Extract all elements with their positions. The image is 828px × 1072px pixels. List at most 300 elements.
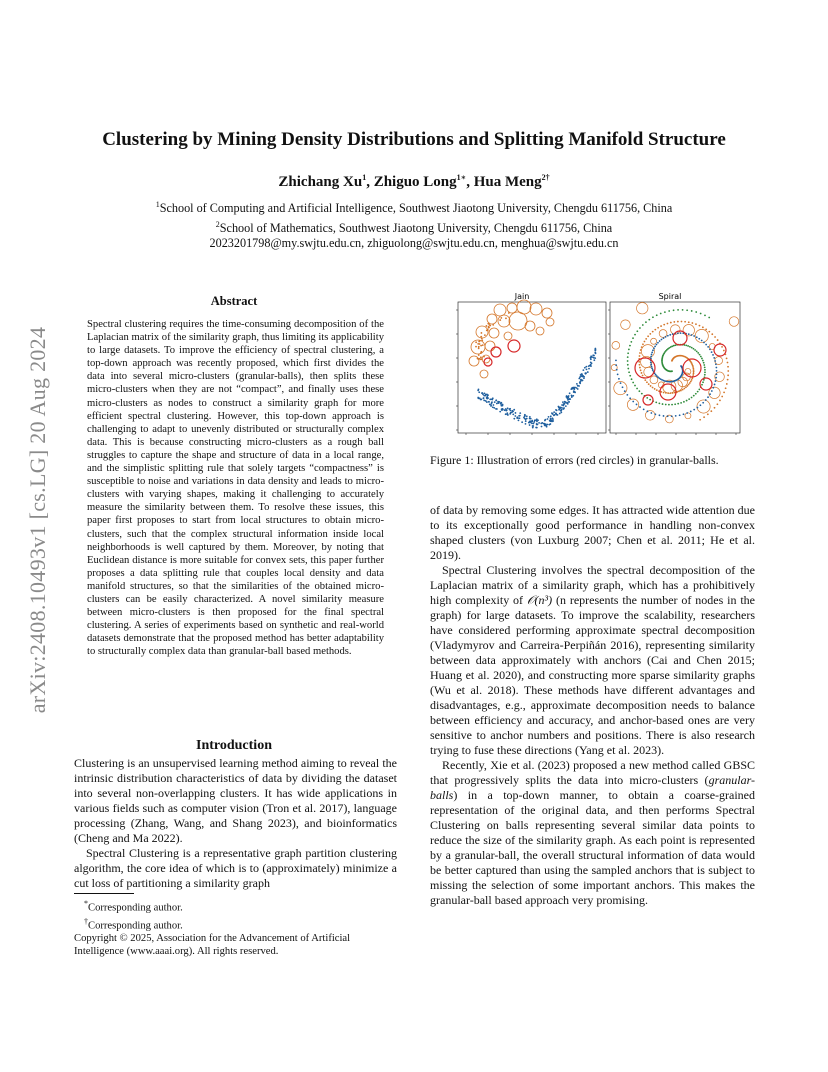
data-point [708, 317, 710, 319]
data-point [689, 346, 691, 348]
data-point [715, 363, 717, 365]
data-point [671, 345, 673, 347]
author-list [0, 172, 828, 191]
data-point [584, 367, 586, 369]
data-point [620, 382, 622, 384]
data-point [663, 392, 665, 394]
data-point [705, 344, 707, 346]
data-point [488, 401, 490, 403]
data-point [647, 335, 649, 337]
data-point [681, 321, 683, 323]
data-point [648, 383, 650, 385]
data-point [714, 407, 716, 409]
data-point [486, 397, 488, 399]
data-point [595, 352, 597, 354]
data-point [626, 394, 628, 396]
data-point [493, 404, 495, 406]
data-point [588, 365, 590, 367]
paragraph-text: Recently, Xie et al. (2023) proposed a new method called GBSC that progressively splits the data into micro-clusters ( [430, 758, 755, 787]
data-point [478, 391, 480, 393]
abstract-body: Spectral clustering requires the time-consuming decomposition of the Laplacian matrix of the similarity graph, thus limiting its applicability to large datasets. To improve the efficiency of spectral clustering, a top-down approach was recently proposed, which first divides the data into several micro-clusters (granular-balls), then splits these micro-clusters when they are not “compact”, and finally uses these micro-clusters as nodes to construct a similarity graph for more efficient spectral clustering. However, this top-down approach is challenging to adapt to unevenly distributed or structurally complex data. This is because constructing micro-clusters as a rough ball struggles to capture the shape and structure of data in a local range, and the simplistic splitting rule that solely targets “compactness” is susceptible to noise and variations in data density and leads to micro-clusters with varying shapes, making it challenging to accurately measure the similarity between them. To resolve these issues, this paper first proposes to start from local structures to obtain micro-clusters, such that the complex structural information inside local neighborhoods is well captured by them. Moreover, by noting that Euclidean distance is more suitable for convex sets, this paper further proposes a data splitting rule that couples local density and data manifold structures, so that the similarities of the obtained micro-clusters can be easily characterized. A novel similarity measure between micro-clusters is then proposed for the final spectral clustering. A series of experiments based on synthetic and real-world datasets demonstrate that the proposed method has better adaptability to structurally complex data than granular-ball based methods. [87, 319, 384, 658]
data-point [661, 339, 663, 341]
data-point [674, 344, 676, 346]
data-point [485, 400, 487, 402]
data-point [690, 381, 692, 383]
emphasis-term: granular-balls [430, 773, 755, 802]
affiliation-line [0, 197, 828, 217]
data-point [650, 412, 652, 414]
data-point [551, 417, 553, 419]
data-point [652, 387, 654, 389]
footnotes [74, 897, 397, 958]
data-point [680, 390, 682, 392]
data-point [630, 341, 632, 343]
data-point [535, 427, 537, 429]
data-point [696, 407, 698, 409]
data-point [703, 362, 705, 364]
data-point [528, 422, 530, 424]
data-point [615, 359, 617, 361]
data-point [594, 350, 596, 352]
data-point [696, 336, 698, 338]
data-point [582, 375, 584, 377]
data-point [696, 350, 698, 352]
data-point [480, 352, 482, 354]
data-point [576, 383, 578, 385]
data-point [659, 414, 661, 416]
author-name: Zhichang Xu [278, 174, 363, 190]
data-point [673, 309, 675, 311]
data-point [716, 370, 718, 372]
data-point [524, 415, 526, 417]
data-point [577, 385, 579, 387]
data-point [533, 423, 535, 425]
data-point [515, 412, 517, 414]
data-point [500, 402, 502, 404]
data-point [697, 391, 699, 393]
email-line: 2023201798@my.swjtu.edu.cn, zhiguolong@swjtu.edu.cn, menghua@swjtu.edu.cn [209, 236, 619, 251]
arxiv-identifier-text: arXiv:2408.10493v1 [cs.LG] 20 Aug 2024 [25, 326, 50, 714]
footnote-rule [74, 893, 134, 894]
data-point [727, 379, 729, 381]
data-point [699, 325, 701, 327]
data-point [648, 319, 650, 321]
data-point [664, 311, 666, 313]
data-point [559, 407, 561, 409]
data-point [485, 394, 487, 396]
data-point [642, 375, 644, 377]
data-point [665, 404, 667, 406]
abstract-heading: Abstract [210, 294, 258, 308]
data-point [686, 412, 688, 414]
arxiv-identifier [18, 280, 58, 760]
data-point [670, 392, 672, 394]
data-point [650, 356, 652, 358]
data-point [656, 314, 658, 316]
data-point [481, 339, 483, 341]
data-point [688, 321, 690, 323]
data-point [655, 374, 657, 376]
data-point [688, 398, 690, 400]
data-point [638, 390, 640, 392]
data-point [529, 424, 531, 426]
data-point [692, 366, 694, 368]
data-point [583, 377, 585, 379]
data-point [652, 369, 654, 371]
data-point [500, 317, 502, 319]
data-point [727, 366, 729, 368]
data-point [686, 385, 688, 387]
affil-mark: 1 [155, 200, 160, 209]
data-point [707, 396, 709, 398]
data-point [677, 332, 679, 334]
paragraph: Spectral Clustering is a representative graph partition clustering algorithm, the core idea of which is to (approximately) minimize a cut loss of partitioning a similarity graph [74, 846, 397, 890]
data-point [699, 354, 701, 356]
data-point [479, 343, 481, 345]
data-point [671, 415, 673, 417]
data-point [482, 344, 484, 346]
data-point [627, 368, 629, 370]
data-point [569, 392, 571, 394]
data-point [555, 409, 557, 411]
data-point [652, 349, 654, 351]
data-point [668, 404, 670, 406]
data-point [700, 356, 702, 358]
data-point [667, 415, 669, 417]
data-point [507, 414, 509, 416]
data-point [564, 403, 566, 405]
data-point [490, 405, 492, 407]
data-point [629, 345, 631, 347]
data-point [537, 424, 539, 426]
data-point [559, 413, 561, 415]
data-point [593, 359, 595, 361]
data-point [499, 319, 501, 321]
panel-title-spiral: Spiral [658, 292, 682, 301]
data-point [628, 349, 630, 351]
data-point [505, 410, 507, 412]
data-point [692, 368, 694, 370]
data-point [651, 367, 653, 369]
data-point [511, 411, 513, 413]
paragraph-text: (n represents the number of nodes in the graph) for large datasets. To improve the scalability, researchers have considered performing approximate spectral decomposition (Vladymyrov and Carreira-Perpiñán 2016), representing similarity between data approximately with anchors (Cai and Chen 2015; Huang et al. 2020), and constructing more sparse similarity graphs (Wu et al. 2018). These methods have different advantages and disadvantages, e.g., approximate decomposition needs to balance between efficiency and accuracy, and anchor-based ones are very sensitive to anchor numbers and positions. There is also research trying to fuse these directions (Yang et al. 2023). [430, 593, 755, 757]
data-point [636, 404, 638, 406]
data-point [688, 384, 690, 386]
data-point [691, 379, 693, 381]
affil-mark: 2 [215, 219, 220, 229]
data-point [477, 390, 479, 392]
data-point [483, 356, 485, 358]
data-point [693, 395, 695, 397]
data-point [541, 422, 543, 424]
data-point [687, 345, 689, 347]
author-name: Hua Meng [473, 174, 542, 190]
data-point [691, 310, 693, 312]
data-point [593, 355, 595, 357]
panel-title-jain: Jain [514, 292, 530, 301]
footnote-text: Corresponding author. [88, 902, 183, 914]
data-point [716, 373, 718, 375]
author-affil-mark: 1 [362, 173, 367, 182]
data-point [693, 372, 695, 374]
data-point [483, 397, 485, 399]
data-point [481, 358, 483, 360]
data-point [585, 373, 587, 375]
data-point [727, 362, 729, 364]
data-point [658, 402, 660, 404]
data-point [588, 368, 590, 370]
data-point [549, 423, 551, 425]
data-point [649, 333, 651, 335]
data-point [700, 313, 702, 315]
data-point [497, 402, 499, 404]
data-point [665, 392, 667, 394]
data-point [641, 393, 643, 395]
data-point [548, 416, 550, 418]
data-point [680, 332, 682, 334]
data-point [693, 409, 695, 411]
data-point [639, 406, 641, 408]
data-point [656, 344, 658, 346]
data-point [640, 369, 642, 371]
data-point [525, 420, 527, 422]
data-point [652, 316, 654, 318]
data-point [519, 415, 521, 417]
data-point [533, 421, 535, 423]
data-point [695, 393, 697, 395]
data-point [483, 400, 485, 402]
data-point [662, 403, 664, 405]
data-point [693, 369, 695, 371]
data-point [491, 402, 493, 404]
data-point [714, 336, 716, 338]
data-point [650, 362, 652, 364]
data-point [487, 328, 489, 330]
data-point [673, 345, 675, 347]
data-point [513, 418, 515, 420]
data-point [650, 385, 652, 387]
data-point [573, 391, 575, 393]
data-point [691, 347, 693, 349]
data-point [631, 378, 633, 380]
data-point [711, 351, 713, 353]
data-point [642, 343, 644, 345]
data-point [480, 336, 482, 338]
data-point [531, 420, 533, 422]
paragraph: Clustering is an unsupervised learning method aiming to reveal the intrinsic distribution characteristics of data by dividing the dataset into several non-overlapping clusters. It has wide applications in various fields such as computer vision (Tron et al. 2017), language processing (Zhang, Wang, and Shang 2023), and bioinformatics (Cheng and Ma 2022). [74, 756, 397, 845]
data-point [566, 402, 568, 404]
data-point [651, 351, 653, 353]
copyright-notice: Copyright © 2025, Association for the Advancement of Artificial Intelligence (www.aaai.org). All rights reserved. [74, 933, 351, 958]
data-point [654, 413, 656, 415]
math-complexity: 𝒪(n³) [526, 593, 553, 607]
data-point [683, 413, 685, 415]
data-point [500, 404, 502, 406]
data-point [634, 334, 636, 336]
data-point [582, 369, 584, 371]
data-point [695, 311, 697, 313]
data-point [590, 361, 592, 363]
data-point [657, 342, 659, 344]
data-point [680, 402, 682, 404]
data-point [656, 389, 658, 391]
data-point [679, 414, 681, 416]
data-point [480, 399, 482, 401]
data-point [629, 397, 631, 399]
data-point [703, 342, 705, 344]
author-affil-mark: 1∗ [456, 173, 467, 182]
data-point [677, 321, 679, 323]
data-point [639, 352, 641, 354]
data-point [668, 310, 670, 312]
data-point [499, 411, 501, 413]
data-point [529, 416, 531, 418]
data-point [673, 321, 675, 323]
affiliation-line [0, 217, 828, 237]
data-point [705, 399, 707, 401]
data-point [702, 360, 704, 362]
data-point [627, 364, 629, 366]
data-point [570, 388, 572, 390]
data-point [690, 411, 692, 413]
data-point [708, 331, 710, 333]
data-point [667, 335, 669, 337]
data-point [643, 408, 645, 410]
data-point [691, 377, 693, 379]
data-point [641, 346, 643, 348]
data-point [699, 419, 701, 421]
data-point [704, 366, 706, 368]
author-name: Zhiguo Long [373, 174, 457, 190]
paragraph-text: ) in a top-down manner, to obtain a coarse-grained representation of the original data, and then performs Spectral Clustering on balls representing several similar data points to reduce the size of the similarity graph. As each point is represented by a granular-ball, the overall structural information of data would be better captured than using the sampled anchors that is subject to missing the selection of some important anchors. This makes the granular-ball based approach very promising. [430, 788, 755, 907]
data-point [707, 346, 709, 348]
data-point [674, 403, 676, 405]
data-point [580, 374, 582, 376]
data-point [508, 312, 510, 314]
footnote-text: Corresponding author. [88, 920, 183, 932]
paragraph [430, 563, 755, 758]
data-point [480, 356, 482, 358]
data-point [692, 374, 694, 376]
footnote-mark: † [84, 916, 88, 926]
data-point [505, 317, 507, 319]
data-point [691, 322, 693, 324]
data-point [494, 401, 496, 403]
data-point [688, 333, 690, 335]
data-point [704, 371, 706, 373]
data-point [691, 397, 693, 399]
data-point [717, 339, 719, 341]
data-point [622, 386, 624, 388]
data-point [526, 415, 528, 417]
data-point [479, 340, 481, 342]
data-point [702, 381, 704, 383]
data-point [667, 392, 669, 394]
data-point [645, 338, 647, 340]
data-point [698, 389, 700, 391]
data-point [654, 345, 656, 347]
data-point [576, 387, 578, 389]
data-point [699, 404, 701, 406]
data-point [564, 401, 566, 403]
data-point [627, 360, 629, 362]
data-point [586, 368, 588, 370]
data-point [684, 321, 686, 323]
data-point [632, 401, 634, 403]
data-point [547, 418, 549, 420]
data-point [691, 334, 693, 336]
footnote [74, 915, 397, 933]
data-point [655, 401, 657, 403]
data-point [652, 331, 654, 333]
data-point [670, 322, 672, 324]
data-point [646, 381, 648, 383]
data-point [678, 391, 680, 393]
data-point [492, 406, 494, 408]
data-point [594, 348, 596, 350]
data-point [553, 414, 555, 416]
data-point [495, 399, 497, 401]
data-point [667, 323, 669, 325]
data-point [550, 415, 552, 417]
data-point [660, 313, 662, 315]
data-point [616, 369, 618, 371]
data-point [727, 374, 729, 376]
data-point [521, 421, 523, 423]
data-point [682, 309, 684, 311]
data-point [590, 357, 592, 359]
data-point [579, 376, 581, 378]
data-point [580, 379, 582, 381]
data-point [496, 408, 498, 410]
data-point [704, 374, 706, 376]
affiliation-text: School of Mathematics, Southwest Jiaotong University, Chengdu 611756, China [219, 220, 613, 235]
data-point [647, 410, 649, 412]
data-point [693, 371, 695, 373]
data-point [538, 422, 540, 424]
data-point [568, 401, 570, 403]
data-point [645, 321, 647, 323]
data-point [694, 349, 696, 351]
data-point [573, 388, 575, 390]
introduction-heading: Introduction [196, 738, 272, 753]
data-point [650, 364, 652, 366]
data-point [702, 326, 704, 328]
data-point [634, 385, 636, 387]
data-point [703, 364, 705, 366]
author-separator: , [466, 174, 474, 190]
paragraph: of data by removing some edges. It has attracted wide attention due to its exceptionally good performance in handling non-convex shaped clusters (von Luxburg 2007; Chen et al. 2011; He et al. 2019). [430, 503, 755, 562]
data-point [546, 426, 548, 428]
footnote [74, 897, 397, 915]
data-point [649, 399, 651, 401]
data-point [481, 332, 483, 334]
data-point [639, 367, 641, 369]
data-point [712, 354, 714, 356]
paragraph [430, 758, 755, 908]
data-point [509, 410, 511, 412]
data-point [525, 419, 527, 421]
data-point [660, 325, 662, 327]
data-point [689, 382, 691, 384]
data-point [714, 384, 716, 386]
data-point [672, 392, 674, 394]
data-point [716, 403, 718, 405]
data-point [485, 325, 487, 327]
data-point [636, 330, 638, 332]
affiliation-text: School of Computing and Artificial Intelligence, Southwest Jiaotong University, Chengdu 611756, China [159, 201, 673, 216]
data-point [642, 324, 644, 326]
